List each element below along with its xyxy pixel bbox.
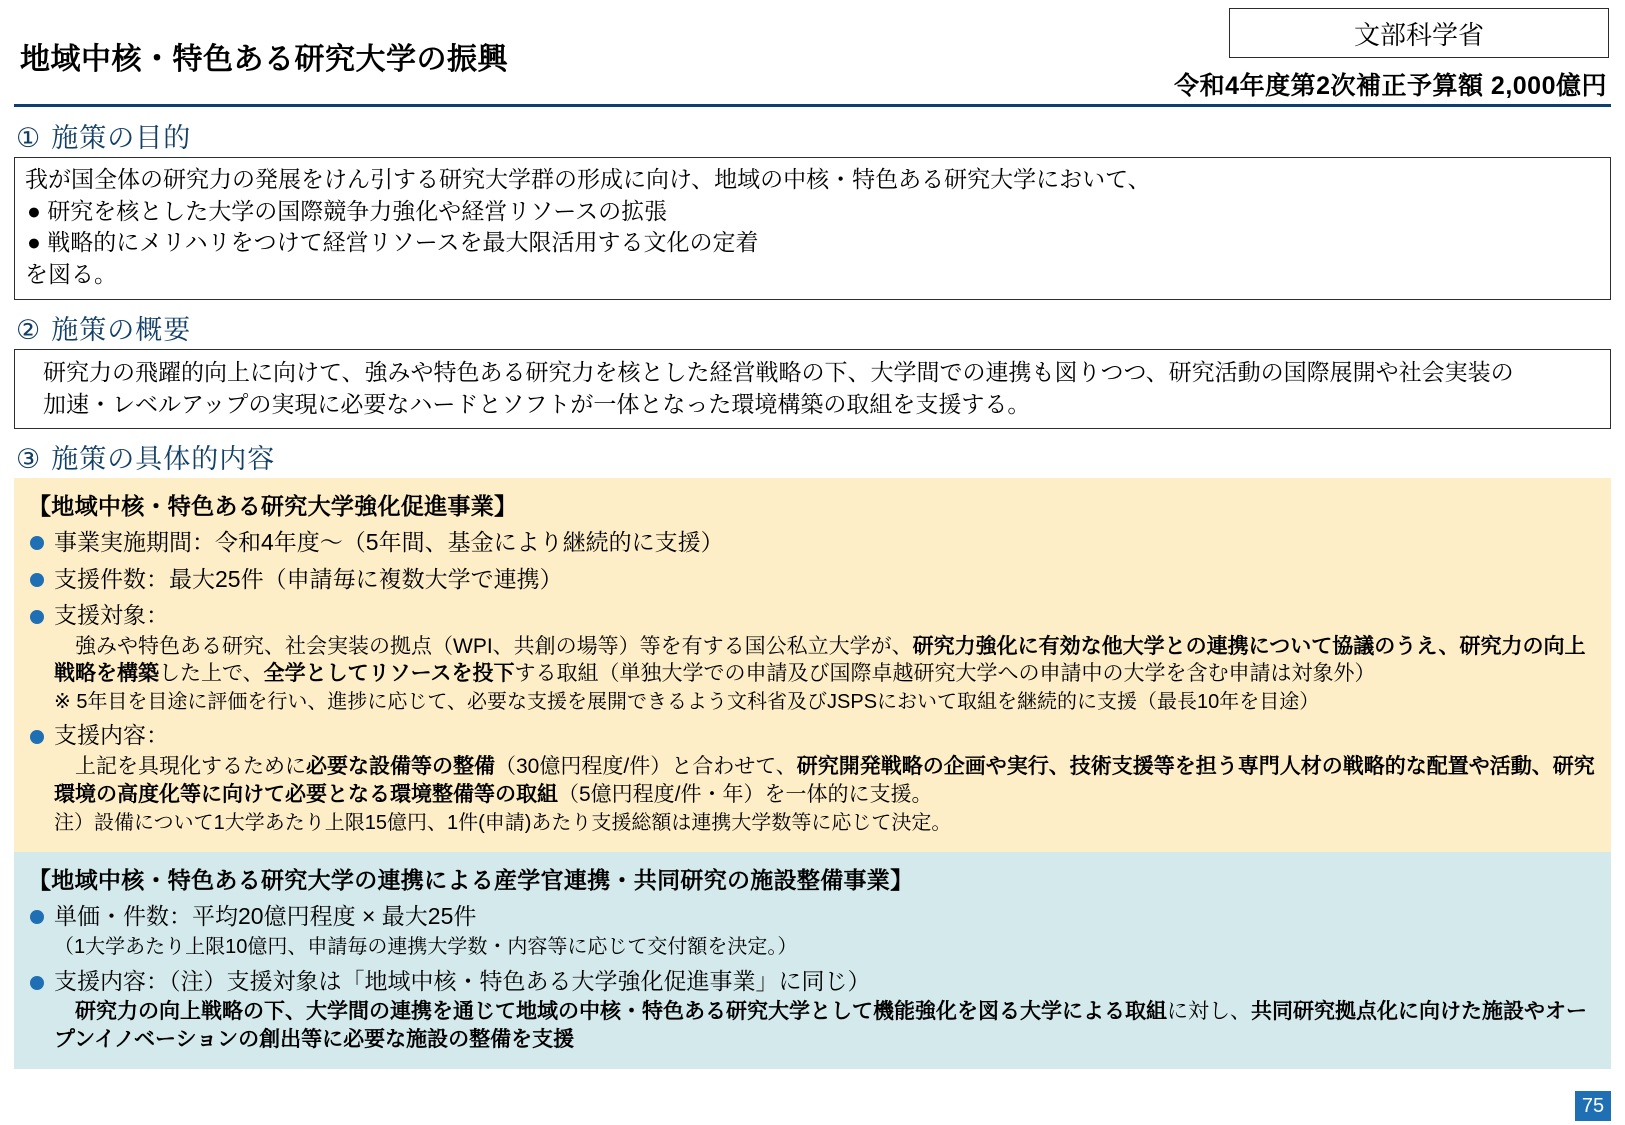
support-content-text-3: （30億円程度/件）と合わせて、 [495, 755, 797, 779]
blue-support-text-3: 共同研究拠点化に向けた施設やオープンイノベーションの創出等に必要な施設の整備を支援 [54, 1000, 1587, 1051]
list-item [26, 967, 1599, 1053]
section-label-3: 施策の具体的内容 [51, 444, 276, 475]
support-target-text-5: する取組（単独大学での申請及び国際卓越研究大学への申請中の大学を含む申請は対象外） [514, 662, 1376, 686]
list-item-support-content-blue [54, 967, 1599, 1053]
panel-title-blue: 【地域中核・特色ある研究大学の連携による産学官連携・共同研究の施設整備事業】 [28, 866, 914, 893]
purpose-box [14, 157, 1611, 300]
list-item-support-target [54, 601, 1599, 715]
program-panel-facilities [14, 852, 1611, 1069]
support-target-detail [54, 633, 1599, 688]
page-title: 地域中核・特色ある研究大学の振興 [20, 43, 508, 76]
header-divider [14, 104, 1611, 107]
support-content-detail [54, 753, 1599, 808]
bullet-icon [30, 730, 44, 744]
list-item-text: 支援件数：最大25件（申請毎に複数大学で連携） [54, 566, 563, 593]
support-content-text-5: （5億円程度/件・年）を一体的に支援。 [558, 782, 933, 806]
support-target-text-4: 全学としてリソースを投下 [263, 662, 515, 686]
support-content-text-4: 研究開発戦略の企画や実行、技術支援等を担う専門人材の戦略的な配置や活動、研究環境の高度化等に向けて必要となる環境整備等の取組 [54, 755, 1595, 806]
slide-header [14, 0, 1611, 108]
list-item-text: 事業実施期間：令和4年度～（5年間、基金により継続的に支援） [54, 529, 724, 556]
panel-title-yellow: 【地域中核・特色ある研究大学強化促進事業】 [28, 493, 518, 520]
ministry-label: 文部科学省 [1353, 19, 1484, 50]
purpose-line-1: 我が国全体の研究力の発展をけん引する研究大学群の形成に向け、地域の中核・特色ある研究大学において、 [25, 166, 1151, 192]
section-number-3: ③ [16, 444, 42, 475]
bullet-icon [30, 976, 44, 990]
section-number-2: ② [16, 314, 42, 345]
section-label-1: 施策の目的 [51, 123, 192, 153]
section-label-2: 施策の概要 [51, 314, 192, 345]
support-target-note: ※ 5年目を目途に評価を行い、進捗に応じて、必要な支援を展開できるよう文科省及びJSPSにおいて取組を継続的に支援（最長10年を目途） [54, 691, 1320, 714]
section-heading-purpose [16, 116, 1611, 155]
section-heading-details [16, 437, 1611, 476]
list-item [26, 721, 1599, 835]
unit-price-note: （1大学あたり上限10億円、申請毎の連携大学数・内容等に応じて交付額を決定。） [54, 935, 798, 958]
support-content-text-1: 上記を具現化するために [54, 755, 306, 779]
blue-support-label: 支援内容：（注）支援対象は「地域中核・特色ある大学強化促進事業」に同じ） [54, 967, 871, 994]
program-panel-strengthening [14, 478, 1611, 852]
support-content-text-2: 必要な設備等の整備 [306, 755, 495, 779]
list-item [26, 601, 1599, 715]
blue-support-detail [54, 998, 1599, 1053]
list-item-support-content [54, 721, 1599, 835]
unit-price-text: 単価・件数：平均20億円程度 × 最大25件 [54, 902, 477, 929]
support-target-label: 支援対象： [54, 601, 169, 628]
purpose-line-2: ● 研究を核とした大学の国際競争力強化や経営リソースの拡張 [27, 197, 668, 224]
outline-box [14, 349, 1611, 429]
outline-line-1: 研究力の飛躍的向上に向けて、強みや特色ある研究力を核とした経営戦略の下、大学間での連携も図りつつ、研究活動の国際展開や社会実装の [43, 358, 1514, 385]
support-target-text-3: した上で、 [159, 662, 264, 686]
bullet-icon [30, 610, 44, 624]
budget-amount: 令和4年度第2次補正予算額 2,000億円 [1174, 72, 1607, 100]
purpose-line-4: を図る。 [25, 261, 117, 288]
ministry-box [1229, 8, 1609, 58]
outline-line-2: 加速・レベルアップの実現に必要なハードとソフトが一体となった環境構築の取組を支援する。 [43, 391, 1031, 418]
support-content-note: 注）設備について1大学あたり上限15億円、1件(申請)あたり支援総額は連携大学数等に応じて決定。 [54, 811, 952, 834]
support-target-text-2: 研究力強化に有効な他大学との連携について協議のうえ、研究力の向上戦略を構築 [54, 634, 1586, 686]
list-item-unit-price [54, 901, 1599, 961]
blue-support-text-1: 研究力の向上戦略の下、大学間の連携を通じて地域の中核・特色ある研究大学として機能強化を図る大学による取組 [54, 1000, 1167, 1024]
bullet-icon [30, 573, 44, 587]
bullet-icon [30, 536, 44, 550]
list-item [26, 901, 1599, 961]
blue-support-text-2: に対し、 [1167, 1000, 1251, 1024]
support-content-label: 支援内容： [54, 722, 169, 749]
bullet-icon [30, 910, 44, 924]
support-target-text-1: 強みや特色ある研究、社会実装の拠点（WPI、共創の場等）等を有する国公私立大学が、 [54, 634, 913, 658]
list-item [26, 564, 1599, 595]
purpose-line-3: ● 戦略的にメリハリをつけて経営リソースを最大限活用する文化の定着 [27, 229, 759, 256]
list-item [26, 527, 1599, 558]
section-number-1: ① [16, 123, 42, 153]
page-number-badge: 75 [1575, 1091, 1611, 1121]
section-heading-outline [16, 308, 1611, 347]
